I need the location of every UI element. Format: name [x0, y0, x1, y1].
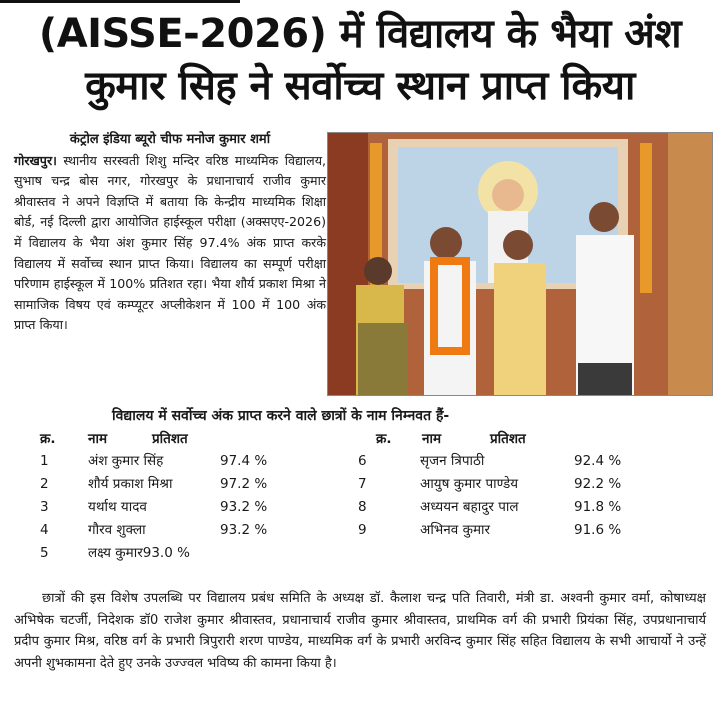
ranking-table-left	[40, 428, 340, 565]
student-name: यर्थाथ यादव	[88, 499, 147, 515]
article-body	[14, 130, 326, 336]
serial: 5	[40, 545, 49, 561]
percent: 91.6 %	[574, 522, 622, 538]
percent: 92.2 %	[574, 476, 622, 492]
table-row	[40, 496, 340, 519]
student-name: शौर्य प्रकाश मिश्रा	[88, 476, 173, 492]
serial-header: क्र.	[40, 431, 56, 447]
table-row	[40, 473, 340, 496]
serial: 7	[358, 476, 367, 492]
ranking-title: विद्यालय में सर्वोच्च अंक प्राप्त करने वाले छात्रों के नाम निम्नवत हैं-	[112, 408, 450, 424]
serial: 8	[358, 499, 367, 515]
serial: 4	[40, 522, 49, 538]
serial-header: क्र.	[376, 431, 392, 447]
student-name: सृजन त्रिपाठी	[420, 453, 485, 469]
table-row	[40, 450, 340, 473]
student-name: गौरव शुक्ला	[88, 522, 146, 538]
table-row	[40, 519, 340, 542]
serial: 1	[40, 453, 49, 469]
article-text: स्थानीय सरस्वती शिशु मन्दिर वरिष्ठ माध्यमिक विद्यालय, सुभाष चन्द्र बोस नगर, गोरखपुर के प्रधानाचार्य राजीव कुमार श्रीवास्तव ने अपने विज्ञप्ति में बताया कि केन्द्रीय माध्यमिक शिक्षा बोर्ड, नई दिल्ली द्वारा आयोजित हाईस्कूल परीक्षा (अक्सएए-2026) में विद्यालय के भैया अंश कुमार सिंह 97.4% अंक प्राप्त करके विद्यालय में सर्वोच्च स्थान प्राप्त किया। विद्यालय का सम्पूर्ण परीक्षा परिणाम हाईस्कूल में 100% प्रतिशत रहा। भैया शौर्य प्रकाश मिश्रा ने सामाजिक विषय एवं कम्प्यूटर अप्लीकेशन में 100 में 100 अंक प्राप्त किया।	[14, 152, 326, 333]
percent: 92.4 %	[574, 453, 622, 469]
top-rule	[0, 0, 240, 3]
percent: 97.2 %	[220, 476, 268, 492]
table-header	[40, 428, 340, 450]
table-header	[358, 428, 658, 450]
serial: 2	[40, 476, 49, 492]
serial: 3	[40, 499, 49, 515]
closing-paragraph: छात्रों की इस विशेष उपलब्धि पर विद्यालय प्रबंध समिति के अध्यक्ष डॉ. कैलाश चन्द्र पति तिवारी, मंत्री डा. अश्वनी कुमार वर्मा, कोषाध्यक्ष अभिषेक चटर्जी, निदेशक डॉ0 राजेश कुमार श्रीवास्तव, प्रधानाचार्य राजीव कुमार श्रीवास्तव, प्राथमिक वर्ग की प्रभारी प्रियंका सिंह, उपप्रधानाचार्य प्रदीप कुमार मिश्र, वरिष्ठ वर्ग के प्रभारी त्रिपुरारी शरण पाण्डेय, माध्यमिक वर्ग के प्रभारी अरविन्द कुमार सिंह सहित विद्यालय के सभी आचार्यो ने उन्हें अपनी शुभकामना देते हुए उनके उज्ज्वल भविष्य की कामना किया है।	[14, 591, 706, 671]
name-header: नाम	[88, 431, 108, 447]
headline-line-1: (AISSE-2026) में विद्यालय के भैया अंश	[38, 11, 682, 57]
student-name: अध्ययन बहादुर पाल	[420, 499, 519, 515]
serial: 6	[358, 453, 367, 469]
student-name: लक्ष्य कुमार93.0 %	[88, 545, 190, 561]
percent: 97.4 %	[220, 453, 268, 469]
percent: 93.2 %	[220, 522, 268, 538]
table-row	[358, 519, 658, 542]
student-name: अभिनव कुमार	[420, 522, 491, 538]
student-name: आयुष कुमार पाण्डेय	[420, 476, 519, 492]
student-name: अंश कुमार सिंह	[88, 453, 164, 469]
ranking-table-right	[358, 428, 658, 542]
table-row	[358, 496, 658, 519]
table-row	[358, 450, 658, 473]
headline	[0, 8, 720, 112]
percent: 91.8 %	[574, 499, 622, 515]
percent: 93.2 %	[220, 499, 268, 515]
percent-header: प्रतिशत	[152, 431, 188, 447]
percent-header: प्रतिशत	[490, 431, 526, 447]
table-row	[40, 542, 340, 565]
serial: 9	[358, 522, 367, 538]
headline-line-2: कुमार सिह ने सर्वोच्च स्थान प्राप्त किया	[85, 63, 635, 109]
news-photo	[327, 132, 713, 396]
table-row	[358, 473, 658, 496]
name-header: नाम	[422, 431, 442, 447]
dateline: गोरखपुर।	[14, 152, 57, 168]
byline: कंट्रोल इंडिया ब्यूरो चीफ मनोज कुमार शर्मा	[69, 132, 271, 147]
